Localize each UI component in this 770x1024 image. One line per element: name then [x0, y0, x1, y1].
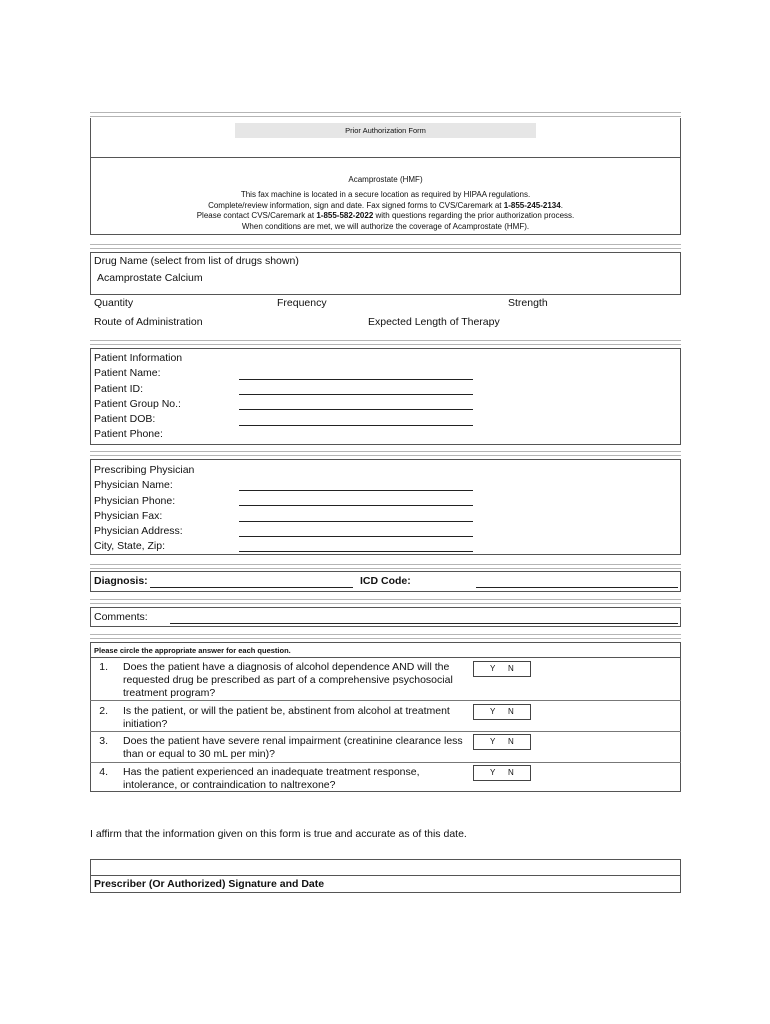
divider — [90, 762, 681, 763]
physician-name-label: Physician Name: — [94, 479, 173, 492]
notice-text-part: Complete/review information, sign and date. Fax signed forms to CVS/Caremark at — [208, 200, 504, 210]
notice-line — [90, 201, 681, 212]
answer-no[interactable]: N — [508, 737, 514, 746]
answer-box[interactable] — [473, 704, 531, 720]
diagnosis-label: Diagnosis: — [94, 575, 148, 587]
notice-line: When conditions are met, we will authorize the coverage of Acamprostate (HMF). — [241, 221, 530, 231]
answer-no[interactable]: N — [508, 768, 514, 777]
question-line: than or equal to 30 mL per min)? — [123, 748, 275, 760]
divider — [90, 634, 681, 639]
fax-number: 1-855-245-2134 — [503, 200, 561, 210]
patient-name-label: Patient Name: — [94, 367, 161, 380]
question-line: intolerance, or contraindication to naltrexone? — [123, 779, 336, 791]
icd-code-label: ICD Code: — [360, 575, 411, 587]
question-number: 2. — [99, 705, 108, 717]
physician-phone-label: Physician Phone: — [94, 494, 176, 507]
divider — [90, 157, 681, 158]
patient-group-label: Patient Group No.: — [94, 397, 181, 410]
city-state-zip-field[interactable] — [239, 551, 473, 552]
drug-name-label: Drug Name (select from list of drugs shown) — [94, 255, 299, 267]
notice-line: This fax machine is located in a secure location as required by HIPAA regulations. — [240, 190, 531, 199]
answer-yes[interactable]: Y — [490, 707, 496, 716]
comments-field[interactable] — [170, 623, 678, 624]
answer-no[interactable]: N — [508, 664, 514, 673]
question-line: Does the patient have a diagnosis of alcohol dependence AND will the — [123, 661, 450, 673]
form-title-bar — [235, 123, 536, 138]
comments-box — [90, 607, 681, 627]
patient-id-field[interactable] — [239, 394, 473, 395]
city-state-zip-label: City, State, Zip: — [94, 540, 165, 553]
affirmation-text: I affirm that the information given on this form is true and accurate as of this date. — [90, 828, 467, 840]
route-label: Route of Administration — [94, 316, 203, 328]
notice-text — [90, 190, 681, 232]
question-text — [123, 705, 450, 731]
divider — [90, 599, 681, 604]
question-number: 4. — [99, 766, 108, 778]
patient-info-heading: Patient Information — [94, 352, 183, 364]
divider — [90, 657, 681, 658]
divider — [90, 731, 681, 732]
physician-address-field[interactable] — [239, 536, 473, 537]
notice-text-part: Please contact CVS/Caremark at — [196, 211, 317, 220]
divider — [90, 875, 681, 876]
questions-instruction: Please circle the appropriate answer for each question. — [94, 646, 291, 655]
frequency-label: Frequency — [277, 297, 327, 309]
question-line: treatment program? — [123, 687, 216, 699]
question-text — [123, 735, 463, 761]
patient-id-label: Patient ID: — [94, 382, 144, 395]
diagnosis-field[interactable] — [150, 587, 353, 588]
form-title: Prior Authorization Form — [345, 126, 426, 135]
divider — [90, 112, 681, 117]
patient-name-field[interactable] — [239, 379, 473, 380]
question-text — [123, 766, 420, 792]
drug-name-value: Acamprostate Calcium — [97, 272, 203, 284]
answer-box[interactable] — [473, 765, 531, 781]
patient-dob-label: Patient DOB: — [94, 413, 156, 426]
divider — [90, 700, 681, 701]
question-number: 3. — [99, 735, 108, 747]
question-line: Is the patient, or will the patient be, abstinent from alcohol at treatment — [123, 705, 450, 717]
signature-label: Prescriber (Or Authorized) Signature and Date — [94, 878, 325, 890]
physician-address-label: Physician Address: — [94, 525, 183, 538]
question-line: requested drug be prescribed as part of a comprehensive psychosocial — [123, 674, 453, 686]
quantity-label: Quantity — [94, 297, 134, 309]
answer-no[interactable]: N — [508, 707, 514, 716]
physician-name-field[interactable] — [239, 490, 473, 491]
phone-number: 1-855-582-2022 — [316, 211, 374, 220]
notice-line — [90, 211, 681, 222]
patient-dob-field[interactable] — [239, 425, 473, 426]
therapy-length-label: Expected Length of Therapy — [368, 316, 500, 328]
question-number: 1. — [99, 661, 108, 673]
answer-yes[interactable]: Y — [490, 664, 496, 673]
comments-label: Comments: — [94, 611, 148, 623]
divider — [90, 564, 681, 569]
physician-fax-field[interactable] — [239, 521, 473, 522]
divider — [90, 244, 681, 249]
notice-text-part: with questions regarding the prior authorization process. — [373, 211, 575, 220]
question-line: Has the patient experienced an inadequate treatment response, — [123, 766, 420, 778]
question-line: initiation? — [123, 718, 168, 730]
strength-label: Strength — [508, 297, 548, 309]
patient-phone-label: Patient Phone: — [94, 428, 163, 441]
answer-box[interactable] — [473, 734, 531, 750]
icd-code-field[interactable] — [476, 587, 678, 588]
physician-info-labels — [94, 463, 194, 555]
divider — [90, 451, 681, 456]
physician-fax-label: Physician Fax: — [94, 509, 163, 522]
notice-text-part: . — [560, 200, 563, 210]
answer-yes[interactable]: Y — [490, 737, 496, 746]
physician-phone-field[interactable] — [239, 505, 473, 506]
patient-group-field[interactable] — [239, 409, 473, 410]
patient-info-labels — [94, 351, 182, 443]
question-text — [123, 661, 453, 700]
divider — [90, 340, 681, 345]
question-line: Does the patient have severe renal impairment (creatinine clearance less — [123, 735, 463, 747]
drug-heading: Acamprostate (HMF) — [348, 175, 423, 184]
physician-info-heading: Prescribing Physician — [94, 464, 195, 476]
answer-yes[interactable]: Y — [490, 768, 496, 777]
answer-box[interactable] — [473, 661, 531, 677]
